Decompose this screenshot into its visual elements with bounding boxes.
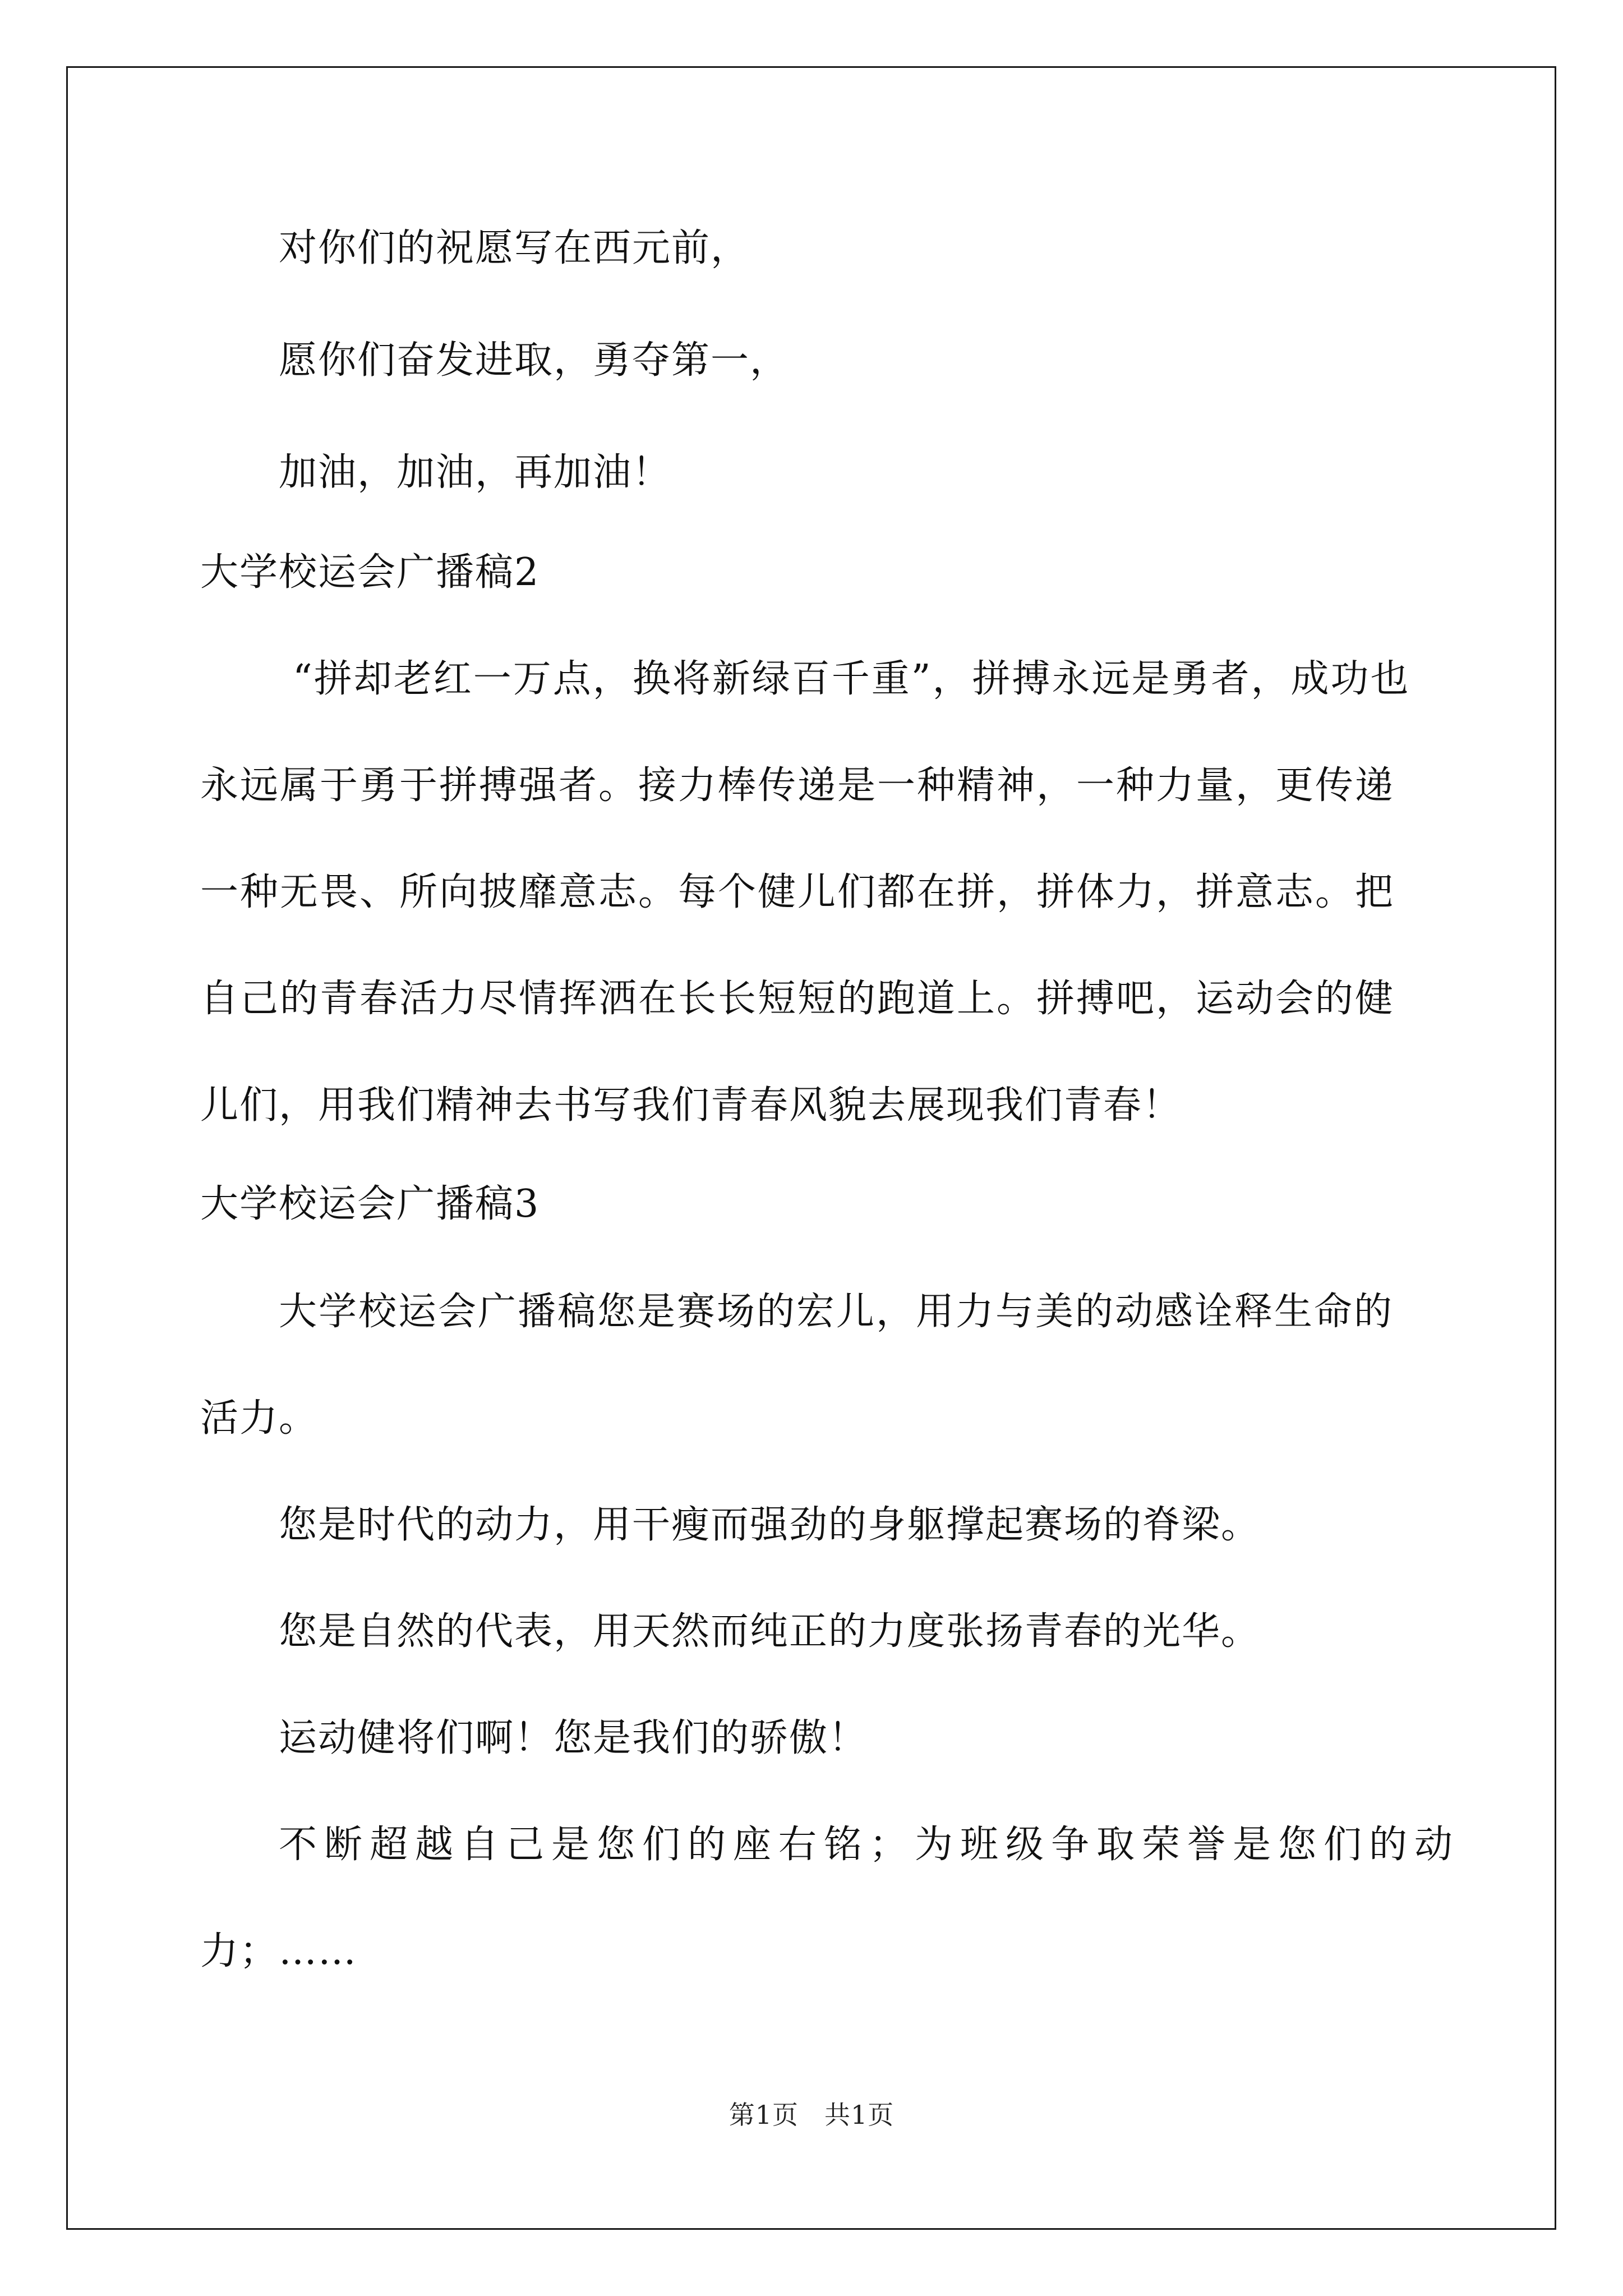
- paragraph-2-line-4: 自己的青春活力尽情挥洒在长长短短的跑道上。拼搏吧，运动会的健: [200, 977, 1395, 1021]
- page-footer: [0, 2098, 1623, 2132]
- paragraph-4: 您是时代的动力，用干瘦而强劲的身躯撑起赛场的脊梁。: [279, 1503, 1261, 1547]
- page-border: [66, 66, 1556, 2230]
- paragraph-3-line-1: 大学校运会广播稿您是赛场的宏儿，用力与美的动感诠释生命的: [279, 1290, 1394, 1334]
- paragraph-2-line-3: 一种无畏、所向披靡意志。每个健儿们都在拼，拼体力，拼意志。把: [200, 870, 1395, 914]
- page-total: 共1页: [824, 2100, 895, 2130]
- verse-line-2: 愿你们奋发进取，勇夺第一，: [279, 338, 790, 383]
- paragraph-2-line-1: “拼却老红一万点，换将新绿百千重”，拼搏永远是勇者，成功也: [293, 657, 1410, 701]
- paragraph-7-line-2: 力；……: [200, 1929, 358, 1973]
- page-number: 第1页: [728, 2100, 799, 2130]
- paragraph-2-line-2: 永远属于勇于拼搏强者。接力棒传递是一种精神，一种力量，更传递: [200, 763, 1395, 808]
- paragraph-2-line-5: 儿们，用我们精神去书写我们青春风貌去展现我们青春！: [200, 1083, 1182, 1128]
- paragraph-6: 运动健将们啊！您是我们的骄傲！: [279, 1716, 868, 1760]
- paragraph-5: 您是自然的代表，用天然而纯正的力度张扬青春的光华。: [279, 1609, 1261, 1654]
- verse-line-3: 加油，加油，再加油！: [279, 450, 672, 495]
- verse-line-1: 对你们的祝愿写在西元前，: [279, 226, 750, 270]
- section-heading-2: 大学校运会广播稿2: [200, 550, 540, 595]
- paragraph-7-line-1: 不断超越自己是您们的座右铭；为班级争取荣誉是您们的动: [279, 1823, 1460, 1867]
- paragraph-3-line-2: 活力。: [200, 1396, 319, 1441]
- section-heading-3: 大学校运会广播稿3: [200, 1182, 540, 1226]
